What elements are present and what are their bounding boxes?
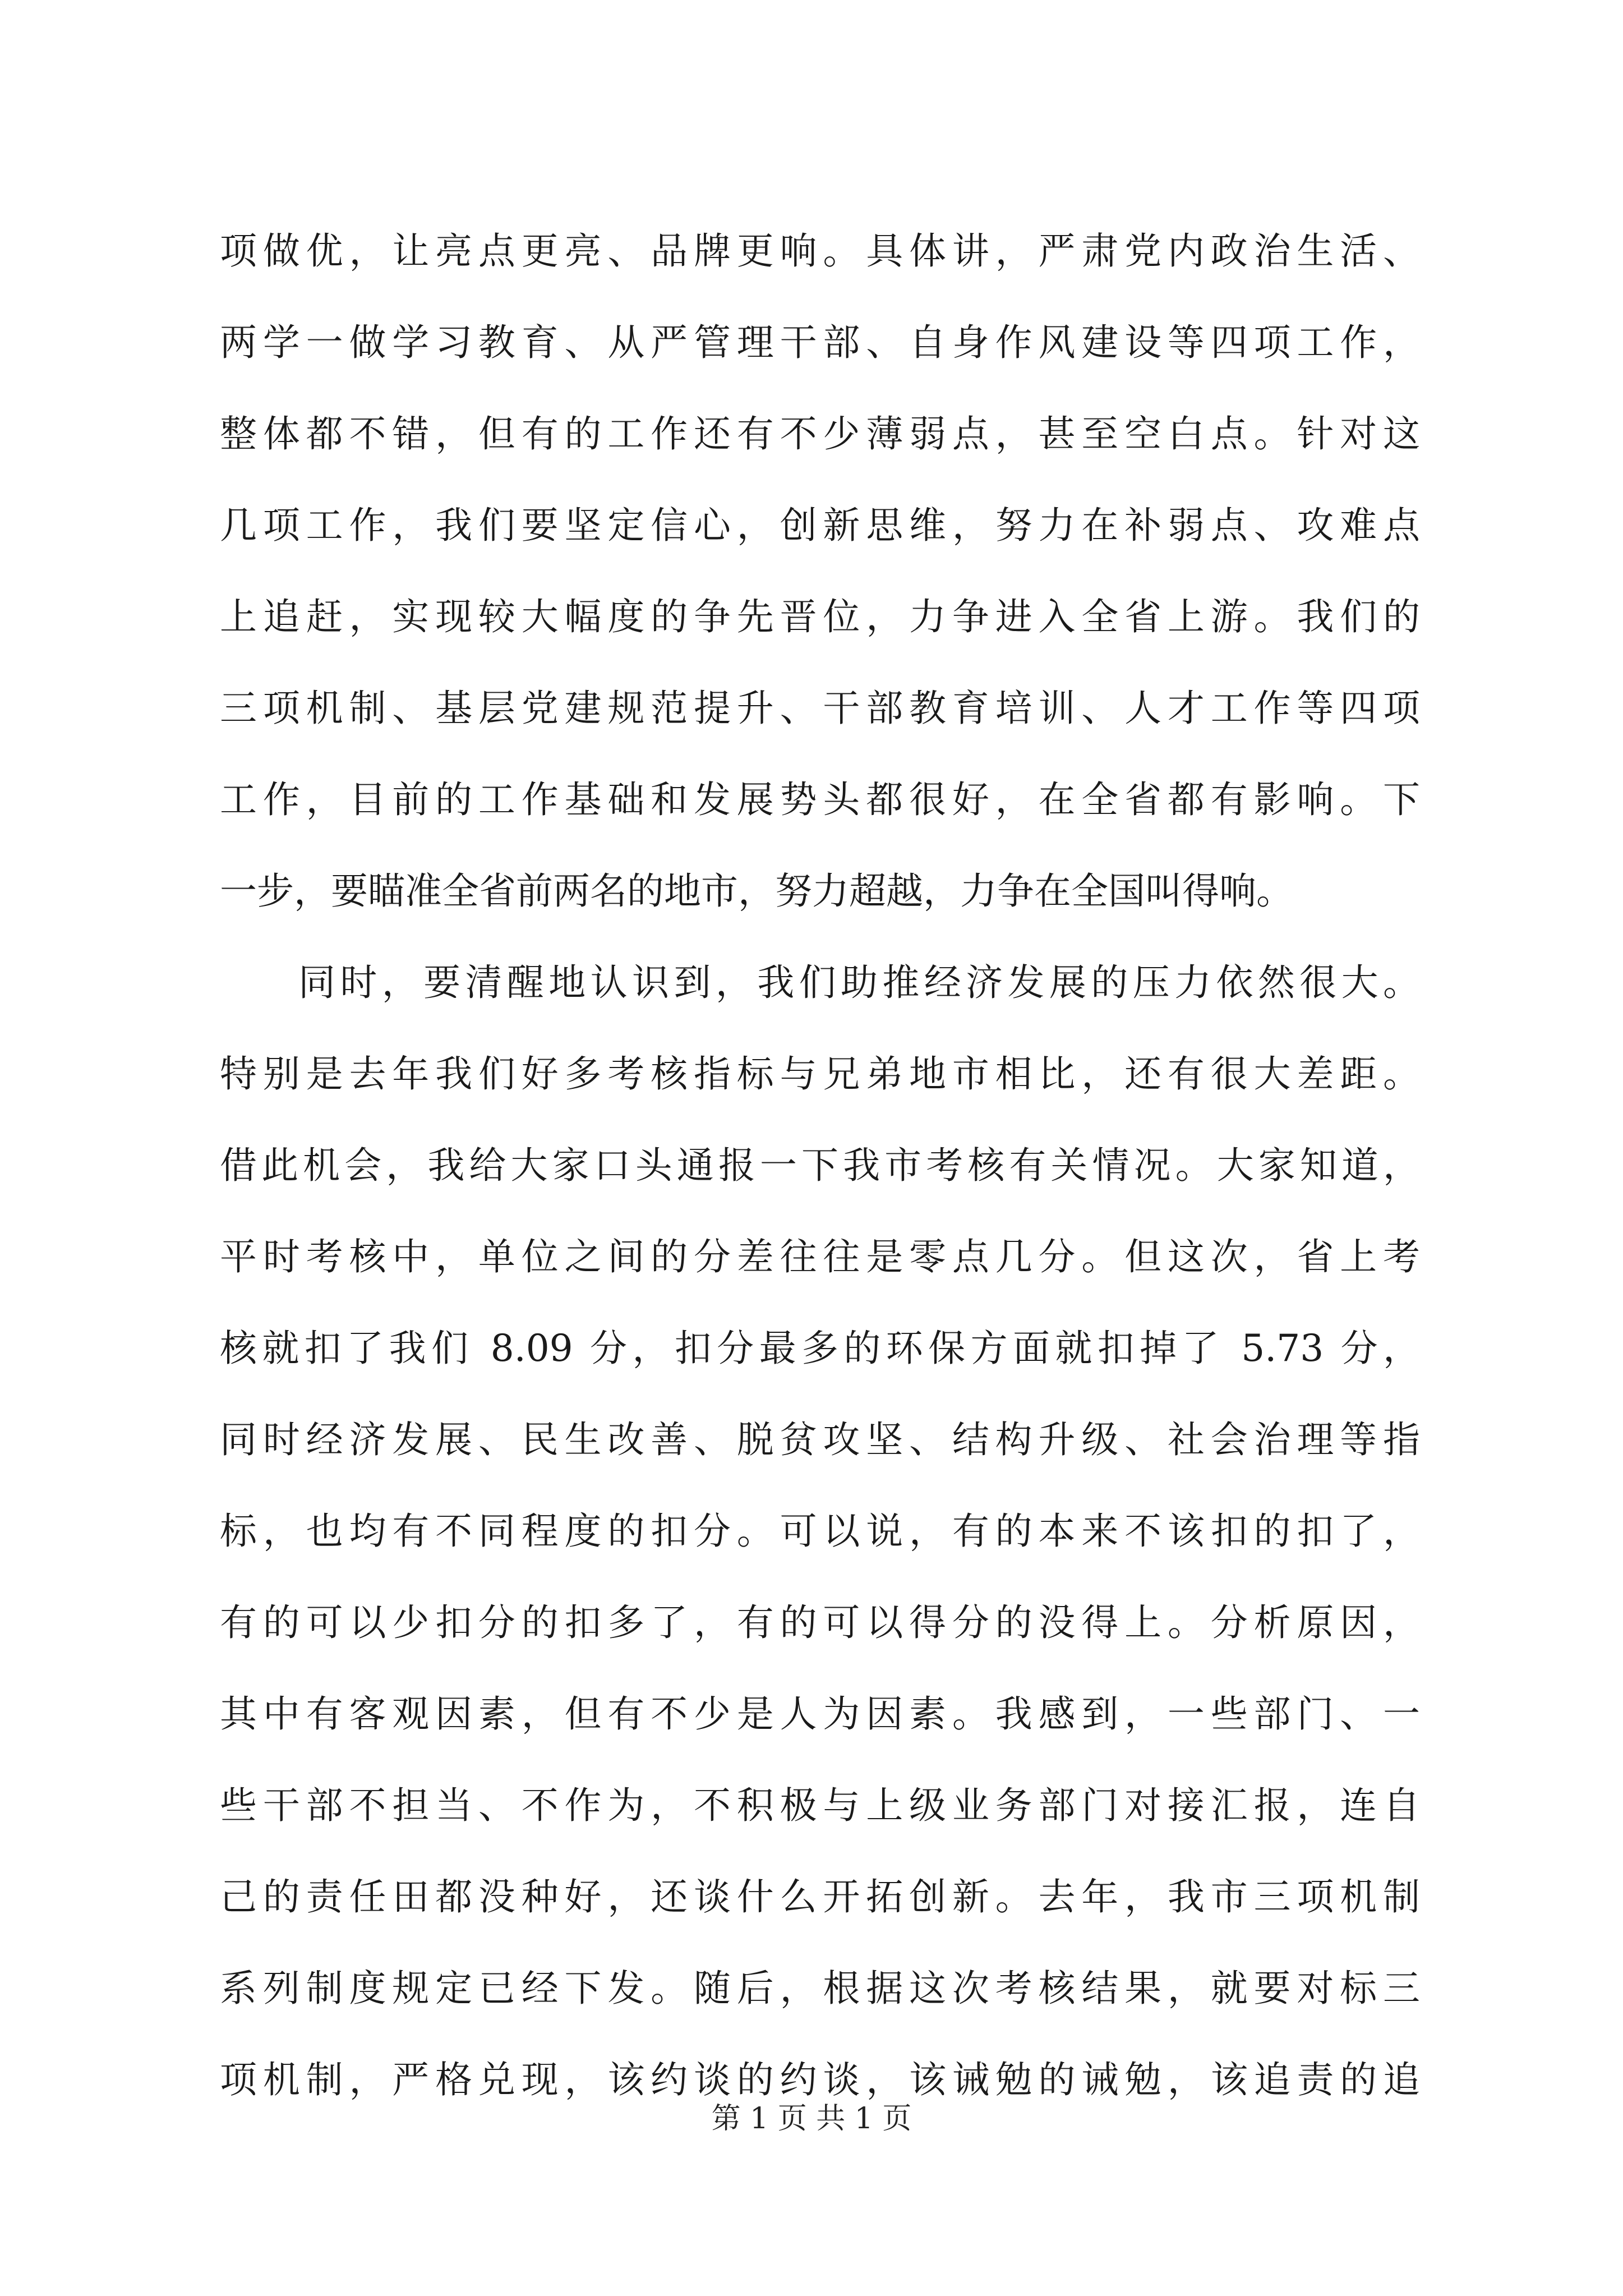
text-line: 项做优，让亮点更亮、品牌更响。具体讲，严肃党内政治生活、 — [220, 229, 1420, 273]
text-line: 项机制，严格兑现，该约谈的约谈，该诫勉的诫勉，该追责的追 — [220, 2058, 1420, 2101]
text-line: 两学一做学习教育、从严管理干部、自身作风建设等四项工作， — [220, 321, 1420, 364]
text-line: 同时经济发展、民生改善、脱贫攻坚、结构升级、社会治理等指 — [220, 1418, 1420, 1461]
text-line: 些干部不担当、不作为，不积极与上级业务部门对接汇报，连自 — [220, 1784, 1420, 1827]
text-line: 三项机制、基层党建规范提升、干部教育培训、人才工作等四项 — [220, 687, 1420, 730]
text-line: 整体都不错，但有的工作还有不少薄弱点，甚至空白点。针对这 — [220, 412, 1420, 455]
text-line: 标，也均有不同程度的扣分。可以说，有的本来不该扣的扣了， — [220, 1510, 1420, 1553]
text-line: 平时考核中，单位之间的分差往往是零点几分。但这次，省上考 — [220, 1235, 1420, 1278]
paragraph-first-line: 同时，要清醒地认识到，我们助推经济发展的压力依然很大。 — [298, 961, 1420, 1004]
text-line: 系列制度规定已经下发。随后，根据这次考核结果，就要对标三 — [220, 1967, 1420, 2010]
text-line: 特别是去年我们好多考核指标与兄弟地市相比，还有很大差距。 — [220, 1052, 1420, 1096]
text-line: 一步，要瞄准全省前两名的地市，努力超越，力争在全国叫得响。 — [220, 869, 1293, 913]
text-line: 借此机会，我给大家口头通报一下我市考核有关情况。大家知道， — [220, 1144, 1420, 1187]
page-number-footer: 第 1 页 共 1 页 — [711, 2102, 912, 2136]
text-line: 核就扣了我们 8.09 分，扣分最多的环保方面就扣掉了 5.73 分， — [220, 1327, 1420, 1370]
text-line: 几项工作，我们要坚定信心，创新思维，努力在补弱点、攻难点 — [220, 504, 1420, 547]
document-body — [220, 205, 1420, 2125]
text-line: 己的责任田都没种好，还谈什么开拓创新。去年，我市三项机制 — [220, 1875, 1420, 1918]
text-line: 有的可以少扣分的扣多了，有的可以得分的没得上。分析原因， — [220, 1601, 1420, 1644]
text-line: 上追赶，实现较大幅度的争先晋位，力争进入全省上游。我们的 — [220, 595, 1420, 638]
text-line: 其中有客观因素，但有不少是人为因素。我感到，一些部门、一 — [220, 1692, 1420, 1736]
text-line: 工作，目前的工作基础和发展势头都很好，在全省都有影响。下 — [220, 778, 1420, 821]
